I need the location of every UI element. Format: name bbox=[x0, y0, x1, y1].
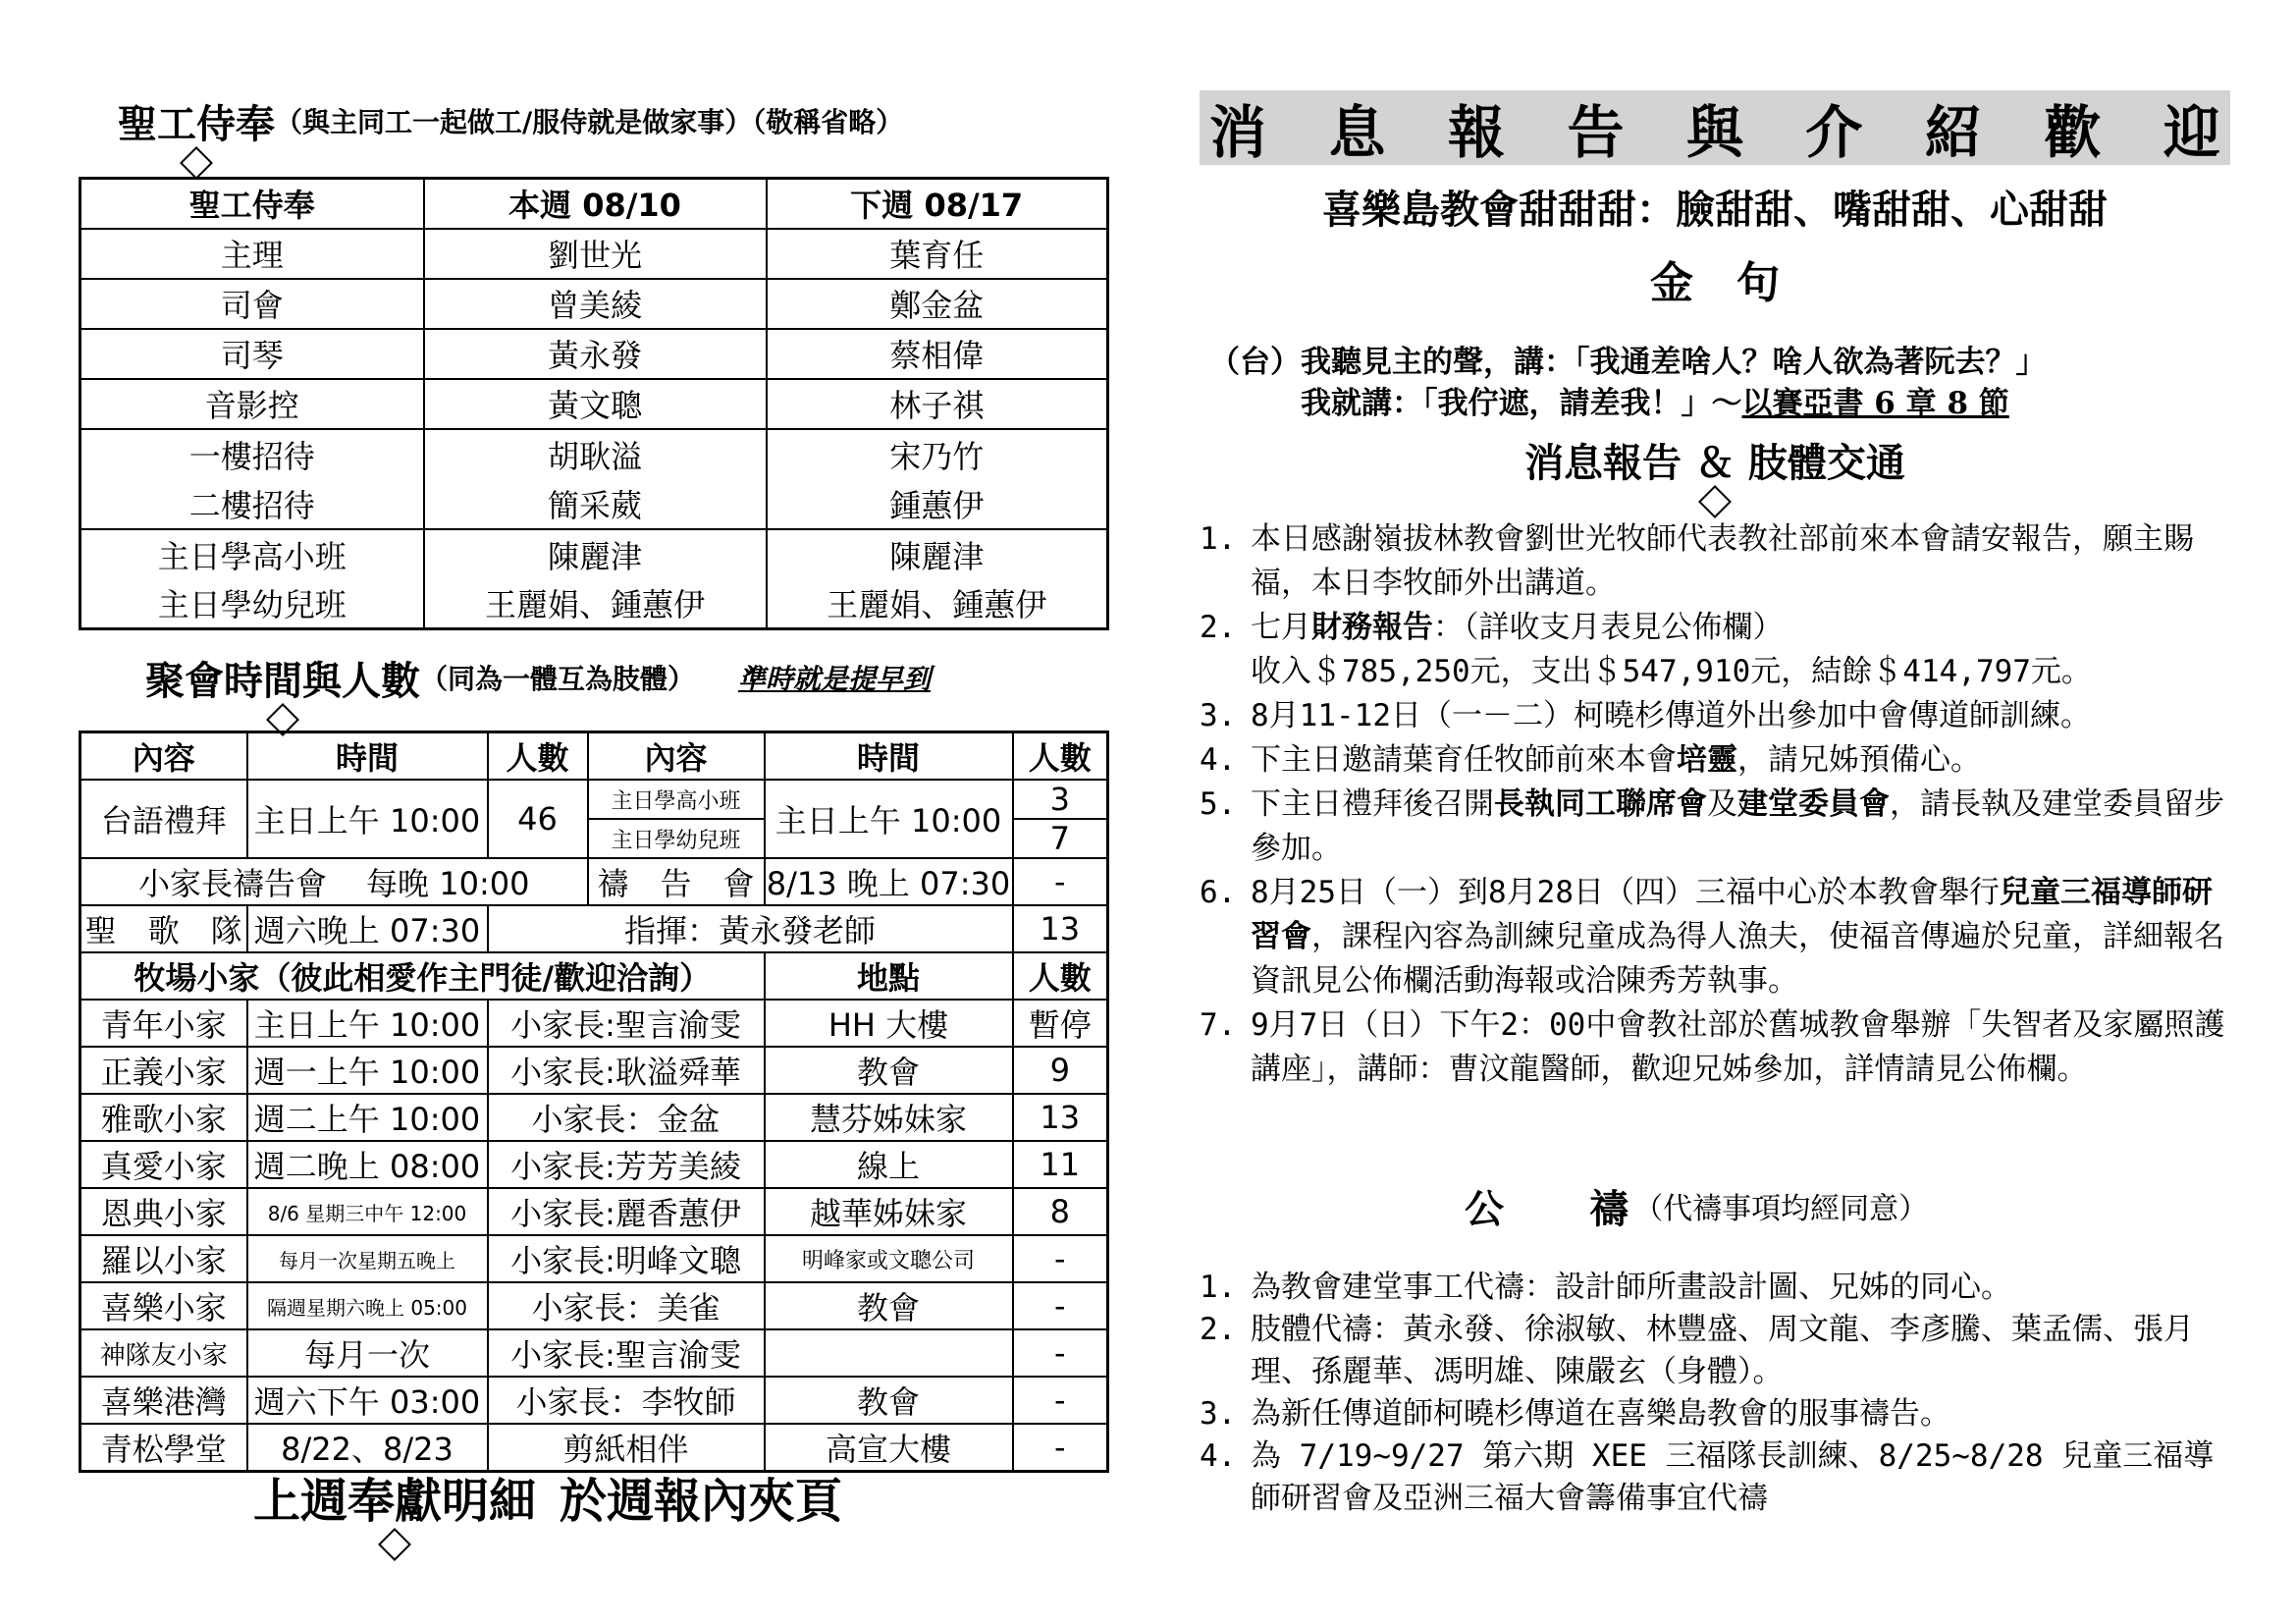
verse-line-1: （台）我聽見主的聲，講：「我通差啥人？啥人欲為著阮去？」 bbox=[1209, 345, 2047, 380]
item-number: 5. bbox=[1200, 786, 1237, 822]
group-leader: 小家長:耿溢舜華 bbox=[488, 1047, 765, 1094]
item-number: 7. bbox=[1200, 1007, 1237, 1043]
table-row bbox=[80, 1235, 1108, 1282]
group-name: 真愛小家 bbox=[80, 1141, 247, 1188]
choir-leader: 指揮：黃永發老師 bbox=[488, 905, 1013, 952]
group-count: - bbox=[1013, 1377, 1108, 1424]
list-item bbox=[1200, 783, 2225, 871]
news-bold: 兒童三福導師研習會 bbox=[1251, 875, 2213, 954]
staff-section-title bbox=[118, 93, 903, 149]
group-name: 正義小家 bbox=[80, 1047, 247, 1094]
group-name: 恩典小家 bbox=[80, 1188, 247, 1235]
header-cell: 聖工侍奉 bbox=[80, 179, 424, 229]
role-cell: 二樓招待 bbox=[80, 479, 424, 529]
banner-char: 與 bbox=[1685, 99, 1743, 166]
group-time: 8/6 星期三中午 12:00 bbox=[247, 1188, 488, 1235]
table-row bbox=[80, 579, 1108, 629]
table-row bbox=[80, 1141, 1108, 1188]
senior-count: 3 bbox=[1013, 780, 1108, 819]
prayer-title-char: 公 bbox=[1465, 1186, 1504, 1232]
group-count: 暫停 bbox=[1013, 1000, 1108, 1047]
prayer-meeting-2-name: 禱 告 會 bbox=[588, 858, 765, 905]
verse-line-2 bbox=[1301, 378, 2009, 422]
choir-row bbox=[80, 905, 1108, 952]
item-number: 2. bbox=[1200, 1312, 1237, 1347]
group-place: 教會 bbox=[765, 1377, 1013, 1424]
group-leader: 小家長：美雀 bbox=[488, 1282, 765, 1329]
list-item bbox=[1200, 694, 2225, 738]
group-name: 喜樂港灣 bbox=[80, 1377, 247, 1424]
banner-char: 報 bbox=[1447, 99, 1505, 166]
role-cell: 主日學高小班 bbox=[80, 529, 424, 579]
group-name: 神隊友小家 bbox=[80, 1329, 247, 1377]
table-row bbox=[80, 229, 1108, 279]
choir-count: 13 bbox=[1013, 905, 1108, 952]
this-week-cell: 曾美綾 bbox=[424, 279, 767, 329]
offering-title bbox=[253, 1463, 842, 1531]
group-leader: 小家長:芳芳美綾 bbox=[488, 1141, 765, 1188]
prayer-note: （代禱事項均經同意） bbox=[1633, 1192, 1929, 1226]
news-text: 8月25日（一）到8月28日（四）三福中心於本教會舉行 bbox=[1251, 875, 2000, 910]
role-cell: 一樓招待 bbox=[80, 429, 424, 479]
item-number: 4. bbox=[1200, 1438, 1237, 1474]
choir-time: 週六晚上 07:30 bbox=[247, 905, 488, 952]
table-row bbox=[80, 1000, 1108, 1047]
header-cell: 時間 bbox=[247, 732, 488, 781]
news-text: ，請兄姊預備心。 bbox=[1737, 742, 1981, 778]
prayer-row bbox=[80, 858, 1108, 905]
group-time: 8/22、8/23 bbox=[247, 1424, 488, 1472]
group-name: 雅歌小家 bbox=[80, 1094, 247, 1141]
item-number: 3. bbox=[1200, 1396, 1237, 1432]
group-leader: 小家長：金盆 bbox=[488, 1094, 765, 1141]
table-row bbox=[80, 1282, 1108, 1329]
prayer-meeting-count: - bbox=[1013, 858, 1108, 905]
header-cell: 內容 bbox=[80, 732, 247, 781]
list-item bbox=[1200, 1393, 2225, 1435]
group-name: 羅以小家 bbox=[80, 1235, 247, 1282]
news-text: 9月7日（日）下午2：00中會教社部於舊城教會舉辦「失智者及家屬照護講座」，講師：曹汶龍醫師，歡迎兄姊參加，詳情請見公佈欄。 bbox=[1251, 1007, 2225, 1087]
list-item bbox=[1200, 1267, 2225, 1309]
prayer-meeting-2-time: 8/13 晚上 07:30 bbox=[765, 858, 1013, 905]
group-count: 13 bbox=[1013, 1094, 1108, 1141]
item-number: 1. bbox=[1200, 1270, 1237, 1305]
staff-table bbox=[79, 177, 1109, 630]
next-week-cell: 葉育任 bbox=[767, 229, 1108, 279]
news-text: 下主日禮拜後召開 bbox=[1251, 786, 1494, 822]
group-leader: 小家長:聖言渝雯 bbox=[488, 1329, 765, 1377]
worship-row bbox=[80, 780, 1108, 819]
finance-summary: 收入＄785,250元，支出＄547,910元，結餘＄414,797元。 bbox=[1251, 654, 2092, 689]
news-list bbox=[1200, 517, 2225, 1092]
news-text: 8月11-12日（一－二）柯曉杉傳道外出參加中會傳道師訓練。 bbox=[1251, 698, 2091, 733]
news-text: 下主日邀請葉育任牧師前來本會 bbox=[1251, 742, 1677, 778]
this-week-cell: 黃文聰 bbox=[424, 379, 767, 429]
prayer-meeting-time: 每晚 10:00 bbox=[366, 865, 530, 902]
prayer-text: 為教會建堂事工代禱：設計師所畫設計圖、兄姊的同心。 bbox=[1251, 1270, 2011, 1305]
group-place: 明峰家或文聰公司 bbox=[765, 1235, 1013, 1282]
news-text: ：（詳收支月表見公佈欄） bbox=[1433, 610, 1784, 645]
banner-char: 介 bbox=[1805, 99, 1863, 166]
role-cell: 司會 bbox=[80, 279, 424, 329]
banner-char: 迎 bbox=[2163, 99, 2220, 166]
meeting-motto: 準時就是提早到 bbox=[737, 663, 931, 695]
banner-char: 紹 bbox=[1924, 99, 1982, 166]
this-week-cell: 黃永發 bbox=[424, 329, 767, 379]
staff-subtitle: （與主同工一起做工/服侍就是做家事）（敬稱省略） bbox=[275, 106, 904, 138]
list-item bbox=[1200, 1435, 2225, 1520]
group-name: 青松學堂 bbox=[80, 1424, 247, 1472]
role-cell: 主理 bbox=[80, 229, 424, 279]
offering-title-text: 上週奉獻明細 bbox=[253, 1463, 536, 1531]
group-leader: 小家長:麗香蕙伊 bbox=[488, 1188, 765, 1235]
group-leader: 小家長：李牧師 bbox=[488, 1377, 765, 1424]
group-place: 慧芬姊妹家 bbox=[765, 1094, 1013, 1141]
table-row bbox=[80, 1329, 1108, 1377]
group-leader: 小家長:明峰文聰 bbox=[488, 1235, 765, 1282]
verse-reference: 以賽亞書 6 章 8 節 bbox=[1741, 386, 2009, 421]
group-time: 週二晚上 08:00 bbox=[247, 1141, 488, 1188]
banner-char: 告 bbox=[1567, 99, 1625, 166]
news-bold: 長執同工聯席會 bbox=[1494, 786, 1707, 822]
this-week-cell: 劉世光 bbox=[424, 229, 767, 279]
role-cell: 主日學幼兒班 bbox=[80, 579, 424, 629]
table-row bbox=[80, 329, 1108, 379]
header-cell: 人數 bbox=[1013, 732, 1108, 781]
list-item bbox=[1200, 517, 2225, 606]
choir-name: 聖 歌 隊 bbox=[80, 905, 247, 952]
group-time: 週二上午 10:00 bbox=[247, 1094, 488, 1141]
table-row bbox=[80, 1047, 1108, 1094]
announcement-banner bbox=[1200, 90, 2230, 165]
prayer-meeting-cell bbox=[80, 858, 588, 905]
list-item bbox=[1200, 738, 2225, 783]
next-week-cell: 宋乃竹 bbox=[767, 429, 1108, 479]
item-number: 4. bbox=[1200, 742, 1237, 778]
group-place-header: 地點 bbox=[765, 952, 1013, 1000]
prayer-text: 為 7/19~9/27 第六期 XEE 三福隊長訓練、8/25~8/28 兒童三福導師研習會及亞洲三福大會籌備事宜代禱 bbox=[1251, 1438, 2215, 1516]
group-count: - bbox=[1013, 1235, 1108, 1282]
this-week-cell: 胡耿溢 bbox=[424, 429, 767, 479]
meeting-table-header bbox=[80, 732, 1108, 781]
news-bold: 建堂委員會 bbox=[1737, 786, 1890, 822]
news-text: 七月 bbox=[1251, 610, 1311, 645]
group-place bbox=[765, 1329, 1013, 1377]
news-bold: 財務報告 bbox=[1311, 610, 1433, 645]
list-item bbox=[1200, 1003, 2225, 1092]
group-count: - bbox=[1013, 1424, 1108, 1472]
list-item bbox=[1200, 871, 2225, 1003]
sunday-school-kids: 主日學幼兒班 bbox=[588, 819, 765, 858]
header-cell: 下週 08/17 bbox=[767, 179, 1108, 229]
banner-char: 消 bbox=[1209, 99, 1267, 166]
group-time: 每月一次 bbox=[247, 1329, 488, 1377]
group-count: - bbox=[1013, 1329, 1108, 1377]
group-count-header: 人數 bbox=[1013, 952, 1108, 1000]
group-count: - bbox=[1013, 1282, 1108, 1329]
prayer-list bbox=[1200, 1267, 2225, 1520]
news-title-text: 消息報告 ＆ 肢體交通 bbox=[1524, 432, 1905, 488]
header-cell: 人數 bbox=[488, 732, 588, 781]
list-item bbox=[1200, 606, 2225, 694]
banner-char: 歡 bbox=[2044, 99, 2102, 166]
next-week-cell: 林子祺 bbox=[767, 379, 1108, 429]
group-count: 11 bbox=[1013, 1141, 1108, 1188]
next-week-cell: 鍾蕙伊 bbox=[767, 479, 1108, 529]
header-cell: 時間 bbox=[765, 732, 1013, 781]
table-row bbox=[80, 479, 1108, 529]
this-week-cell: 簡采葳 bbox=[424, 479, 767, 529]
group-time: 週六下午 03:00 bbox=[247, 1377, 488, 1424]
group-header: 牧場小家（彼此相愛作主門徒/歡迎洽詢） bbox=[80, 952, 765, 1000]
group-count: 8 bbox=[1013, 1188, 1108, 1235]
item-number: 3. bbox=[1200, 698, 1237, 733]
prayer-section-title bbox=[1465, 1178, 1928, 1234]
table-row bbox=[80, 379, 1108, 429]
group-place: 教會 bbox=[765, 1282, 1013, 1329]
group-place: 高宣大樓 bbox=[765, 1424, 1013, 1472]
role-cell: 司琴 bbox=[80, 329, 424, 379]
news-text: ，請長執及建堂委員留步參加。 bbox=[1251, 786, 2224, 866]
header-cell: 本週 08/10 bbox=[424, 179, 767, 229]
worship-count: 46 bbox=[488, 780, 588, 858]
group-time: 週一上午 10:00 bbox=[247, 1047, 488, 1094]
church-slogan: 喜樂島教會甜甜甜：臉甜甜、嘴甜甜、心甜甜 bbox=[1322, 187, 2108, 233]
group-place: 越華姊妹家 bbox=[765, 1188, 1013, 1235]
group-place: HH 大樓 bbox=[765, 1000, 1013, 1047]
sunday-school-senior: 主日學高小班 bbox=[588, 780, 765, 819]
group-place: 教會 bbox=[765, 1047, 1013, 1094]
next-week-cell: 陳麗津 bbox=[767, 529, 1108, 579]
verse-title: 金 句 bbox=[1650, 258, 1780, 308]
news-text: 及 bbox=[1707, 786, 1737, 822]
prayer-title-char: 禱 bbox=[1589, 1186, 1629, 1232]
list-item bbox=[1200, 1309, 2225, 1393]
table-row bbox=[80, 279, 1108, 329]
role-cell: 音影控 bbox=[80, 379, 424, 429]
news-bold: 培靈 bbox=[1677, 742, 1737, 778]
staff-table-header bbox=[80, 179, 1108, 229]
next-week-cell: 蔡相偉 bbox=[767, 329, 1108, 379]
worship-time: 主日上午 10:00 bbox=[247, 780, 488, 858]
this-week-cell: 王麗娟、鍾蕙伊 bbox=[424, 579, 767, 629]
group-name: 青年小家 bbox=[80, 1000, 247, 1047]
prayer-meeting-name: 小家長禱告會 bbox=[138, 865, 328, 902]
meeting-section-title bbox=[145, 650, 931, 706]
group-time: 隔週星期六晚上 05:00 bbox=[247, 1282, 488, 1329]
banner-char: 息 bbox=[1328, 99, 1386, 166]
table-row bbox=[80, 1188, 1108, 1235]
news-title bbox=[1200, 432, 2230, 488]
table-row bbox=[80, 1094, 1108, 1141]
kids-count: 7 bbox=[1013, 819, 1108, 858]
table-row bbox=[80, 429, 1108, 479]
worship-name: 台語禮拜 bbox=[80, 780, 247, 858]
table-row bbox=[80, 1377, 1108, 1424]
group-leader: 小家長:聖言渝雯 bbox=[488, 1000, 765, 1047]
item-number: 2. bbox=[1200, 610, 1237, 645]
meeting-title-char: 聚會時間與人數 bbox=[145, 650, 420, 706]
group-header-row bbox=[80, 952, 1108, 1000]
group-place: 線上 bbox=[765, 1141, 1013, 1188]
header-cell: 內容 bbox=[588, 732, 765, 781]
meeting-subtitle: （同為一體互為肢體） bbox=[420, 663, 696, 695]
sunday-school-time: 主日上午 10:00 bbox=[765, 780, 1013, 858]
staff-title-char: 聖工侍奉 bbox=[118, 93, 275, 149]
group-count: 9 bbox=[1013, 1047, 1108, 1094]
prayer-text: 為新任傳道師柯曉杉傳道在喜樂島教會的服事禱告。 bbox=[1251, 1396, 1950, 1432]
news-text: 本日感謝嶺拔林教會劉世光牧師代表教社部前來本會請安報告，願主賜福，本日李牧師外出講道。 bbox=[1251, 521, 2194, 601]
meeting-table bbox=[79, 731, 1109, 1473]
group-time: 主日上午 10:00 bbox=[247, 1000, 488, 1047]
item-number: 1. bbox=[1200, 521, 1237, 557]
offering-suffix: 於週報內夾頁 bbox=[560, 1474, 843, 1529]
next-week-cell: 鄭金盆 bbox=[767, 279, 1108, 329]
this-week-cell: 陳麗津 bbox=[424, 529, 767, 579]
group-time: 每月一次星期五晚上 bbox=[247, 1235, 488, 1282]
next-week-cell: 王麗娟、鍾蕙伊 bbox=[767, 579, 1108, 629]
prayer-text: 肢體代禱：黃永發、徐淑敏、林豐盛、周文龍、李彥騰、葉孟儒、張月理、孫麗華、馮明雄、陳嚴玄（身體）。 bbox=[1251, 1312, 2194, 1389]
table-row bbox=[80, 529, 1108, 579]
item-number: 6. bbox=[1200, 875, 1237, 910]
group-name: 喜樂小家 bbox=[80, 1282, 247, 1329]
group-leader: 剪紙相伴 bbox=[488, 1424, 765, 1472]
verse-text: 我就講：「我佇遮，請差我！」～ bbox=[1301, 386, 1742, 421]
news-text: ，課程內容為訓練兒童成為得人漁夫，使福音傳遍於兒童，詳細報名資訊見公佈欄活動海報或洽陳秀芳執事。 bbox=[1251, 919, 2224, 999]
